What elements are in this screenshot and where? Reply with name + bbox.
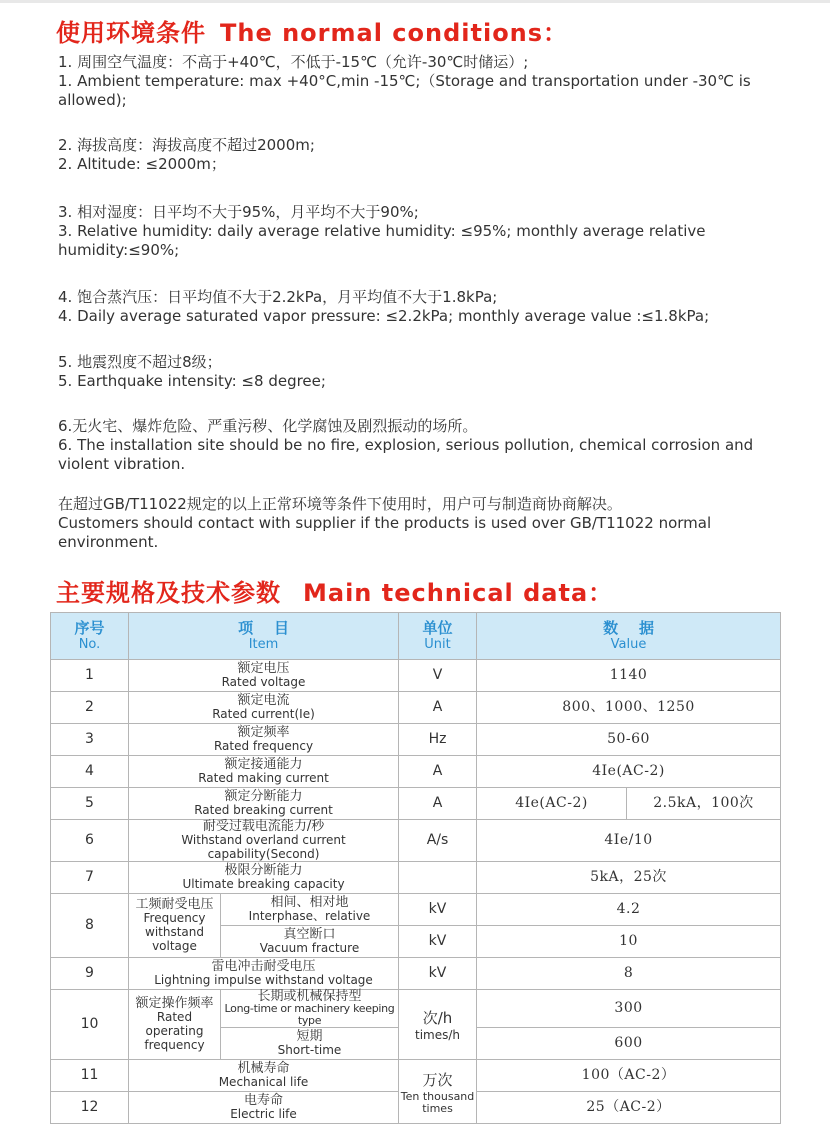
row-unit: kV — [399, 926, 477, 958]
row-unit: A — [399, 692, 477, 724]
section-title-technical — [56, 573, 613, 608]
row-item: 机械寿命 Mechanical life — [129, 1060, 399, 1092]
row-item: 额定分断能力 Rated breaking current — [129, 788, 399, 820]
row-unit — [399, 862, 477, 894]
condition-en: 4. Daily average saturated vapor pressure: ≤2.2kPa; monthly average value :≤1.8kPa; — [58, 307, 710, 325]
condition-2 — [58, 136, 788, 174]
row-value-breaking: 2.5kA，100次 — [627, 788, 781, 820]
row-item: 极限分断能力 Ultimate breaking capacity — [129, 862, 399, 894]
table-row — [51, 660, 781, 692]
row-unit: kV — [399, 894, 477, 926]
row-number: 11 — [51, 1060, 129, 1092]
header-no: 序号 No. — [51, 613, 129, 660]
row-number: 6 — [51, 820, 129, 862]
row-value-making: 4Ie(AC-2) — [477, 788, 627, 820]
condition-1 — [58, 53, 788, 110]
row-number: 4 — [51, 756, 129, 788]
section-title-en: Main technical data： — [303, 579, 614, 607]
row-number: 7 — [51, 862, 129, 894]
header-unit: 单位 Unit — [399, 613, 477, 660]
row-unit: A/s — [399, 820, 477, 862]
condition-en: 6. The installation site should be no fire, explosion, serious pollution, chemical corrosion and violent vibration. — [58, 436, 754, 473]
row-number: 8 — [51, 894, 129, 958]
row-value: 800、1000、1250 — [477, 692, 781, 724]
row-value: 100（AC-2） — [477, 1060, 781, 1092]
row-unit: 万次 Ten thousand times — [399, 1060, 477, 1124]
condition-3 — [58, 203, 788, 260]
condition-cn: 1. 周围空气温度：不高于+40℃，不低于-15℃（允许-30℃时储运）; — [58, 53, 529, 71]
row-item: 电寿命 Electric life — [129, 1092, 399, 1124]
condition-cn: 2. 海拔高度：海拔高度不超过2000m; — [58, 136, 315, 154]
row-unit: Hz — [399, 724, 477, 756]
row-value: 4Ie(AC-2) — [477, 756, 781, 788]
condition-en: 5. Earthquake intensity: ≤8 degree; — [58, 372, 326, 390]
row-item: 额定电流 Rated current(Ie) — [129, 692, 399, 724]
table-row — [51, 958, 781, 990]
row-number: 3 — [51, 724, 129, 756]
section-title-cn: 使用环境条件 — [56, 19, 206, 47]
row-number: 1 — [51, 660, 129, 692]
row-item: 耐受过载电流能力/秒 Withstand overland current capability(Second) — [129, 820, 399, 862]
row-value: 4.2 — [477, 894, 781, 926]
row-value: 1140 — [477, 660, 781, 692]
table-row — [51, 820, 781, 862]
condition-cn: 3. 相对湿度：日平均不大于95%，月平均不大于90%; — [58, 203, 419, 221]
header-item: 项 目 Item — [129, 613, 399, 660]
condition-note — [58, 495, 788, 552]
row-unit: A — [399, 756, 477, 788]
row-group: 工频耐受电压 Frequency withstand voltage — [129, 894, 221, 958]
row-value: 600 — [477, 1028, 781, 1060]
row-subitem: 短期 Short-time — [221, 1028, 399, 1060]
table-row — [51, 1060, 781, 1092]
row-item: 额定电压 Rated voltage — [129, 660, 399, 692]
condition-cn: 4. 饱合蒸汽压：日平均值不大于2.2kPa，月平均值不大于1.8kPa; — [58, 288, 498, 306]
condition-6 — [58, 417, 788, 474]
table-row — [51, 990, 781, 1028]
table-row — [51, 724, 781, 756]
row-group: 额定操作频率 Rated operating frequency — [129, 990, 221, 1060]
row-number: 9 — [51, 958, 129, 990]
row-number: 5 — [51, 788, 129, 820]
condition-4 — [58, 288, 788, 326]
row-value: 10 — [477, 926, 781, 958]
row-unit: 次/h times/h — [399, 990, 477, 1060]
table-row — [51, 862, 781, 894]
row-value: 300 — [477, 990, 781, 1028]
table-row — [51, 692, 781, 724]
row-subitem: 真空断口 Vacuum fracture — [221, 926, 399, 958]
condition-en: 2. Altitude: ≤2000m； — [58, 155, 226, 173]
condition-cn: 6.无火宅、爆炸危险、严重污秽、化学腐蚀及剧烈振动的场所。 — [58, 417, 478, 435]
condition-en: Customers should contact with supplier if the products is used over GB/T11022 normal environment. — [58, 514, 712, 551]
row-number: 10 — [51, 990, 129, 1060]
condition-cn: 在超过GB/T11022规定的以上正常环境等条件下使用时，用户可与制造商协商解决。 — [58, 495, 622, 513]
table-row — [51, 756, 781, 788]
condition-en: 1. Ambient temperature: max +40°C,min -15℃;（Storage and transportation under -30℃ is allowed); — [58, 72, 751, 109]
table-header-row — [51, 613, 781, 660]
row-unit: V — [399, 660, 477, 692]
condition-en: 3. Relative humidity: daily average relative humidity: ≤95%; monthly average relative humidity:≤90%; — [58, 222, 706, 259]
condition-cn: 5. 地震烈度不超过8级； — [58, 353, 222, 371]
row-value: 8 — [477, 958, 781, 990]
row-number: 12 — [51, 1092, 129, 1124]
section-title-cn: 主要规格及技术参数 — [56, 579, 281, 607]
row-subitem: 长期或机械保持型 Long-time or machinery keeping type — [221, 990, 399, 1028]
section-title-conditions — [56, 13, 568, 48]
row-item: 额定接通能力 Rated making current — [129, 756, 399, 788]
section-title-en: The normal conditions： — [220, 19, 569, 47]
row-subitem: 相间、相对地 Interphase、relative — [221, 894, 399, 926]
row-item: 雷电冲击耐受电压 Lightning impulse withstand voltage — [129, 958, 399, 990]
row-value: 4Ie/10 — [477, 820, 781, 862]
row-value: 5kA，25次 — [477, 862, 781, 894]
table-row — [51, 894, 781, 926]
row-value: 50-60 — [477, 724, 781, 756]
technical-data-table — [50, 612, 781, 1124]
table-row — [51, 788, 781, 820]
row-number: 2 — [51, 692, 129, 724]
row-item: 额定频率 Rated frequency — [129, 724, 399, 756]
row-unit: kV — [399, 958, 477, 990]
row-unit: A — [399, 788, 477, 820]
top-divider — [0, 0, 830, 3]
condition-5 — [58, 353, 788, 391]
header-value: 数 据 Value — [477, 613, 781, 660]
row-value: 25（AC-2） — [477, 1092, 781, 1124]
